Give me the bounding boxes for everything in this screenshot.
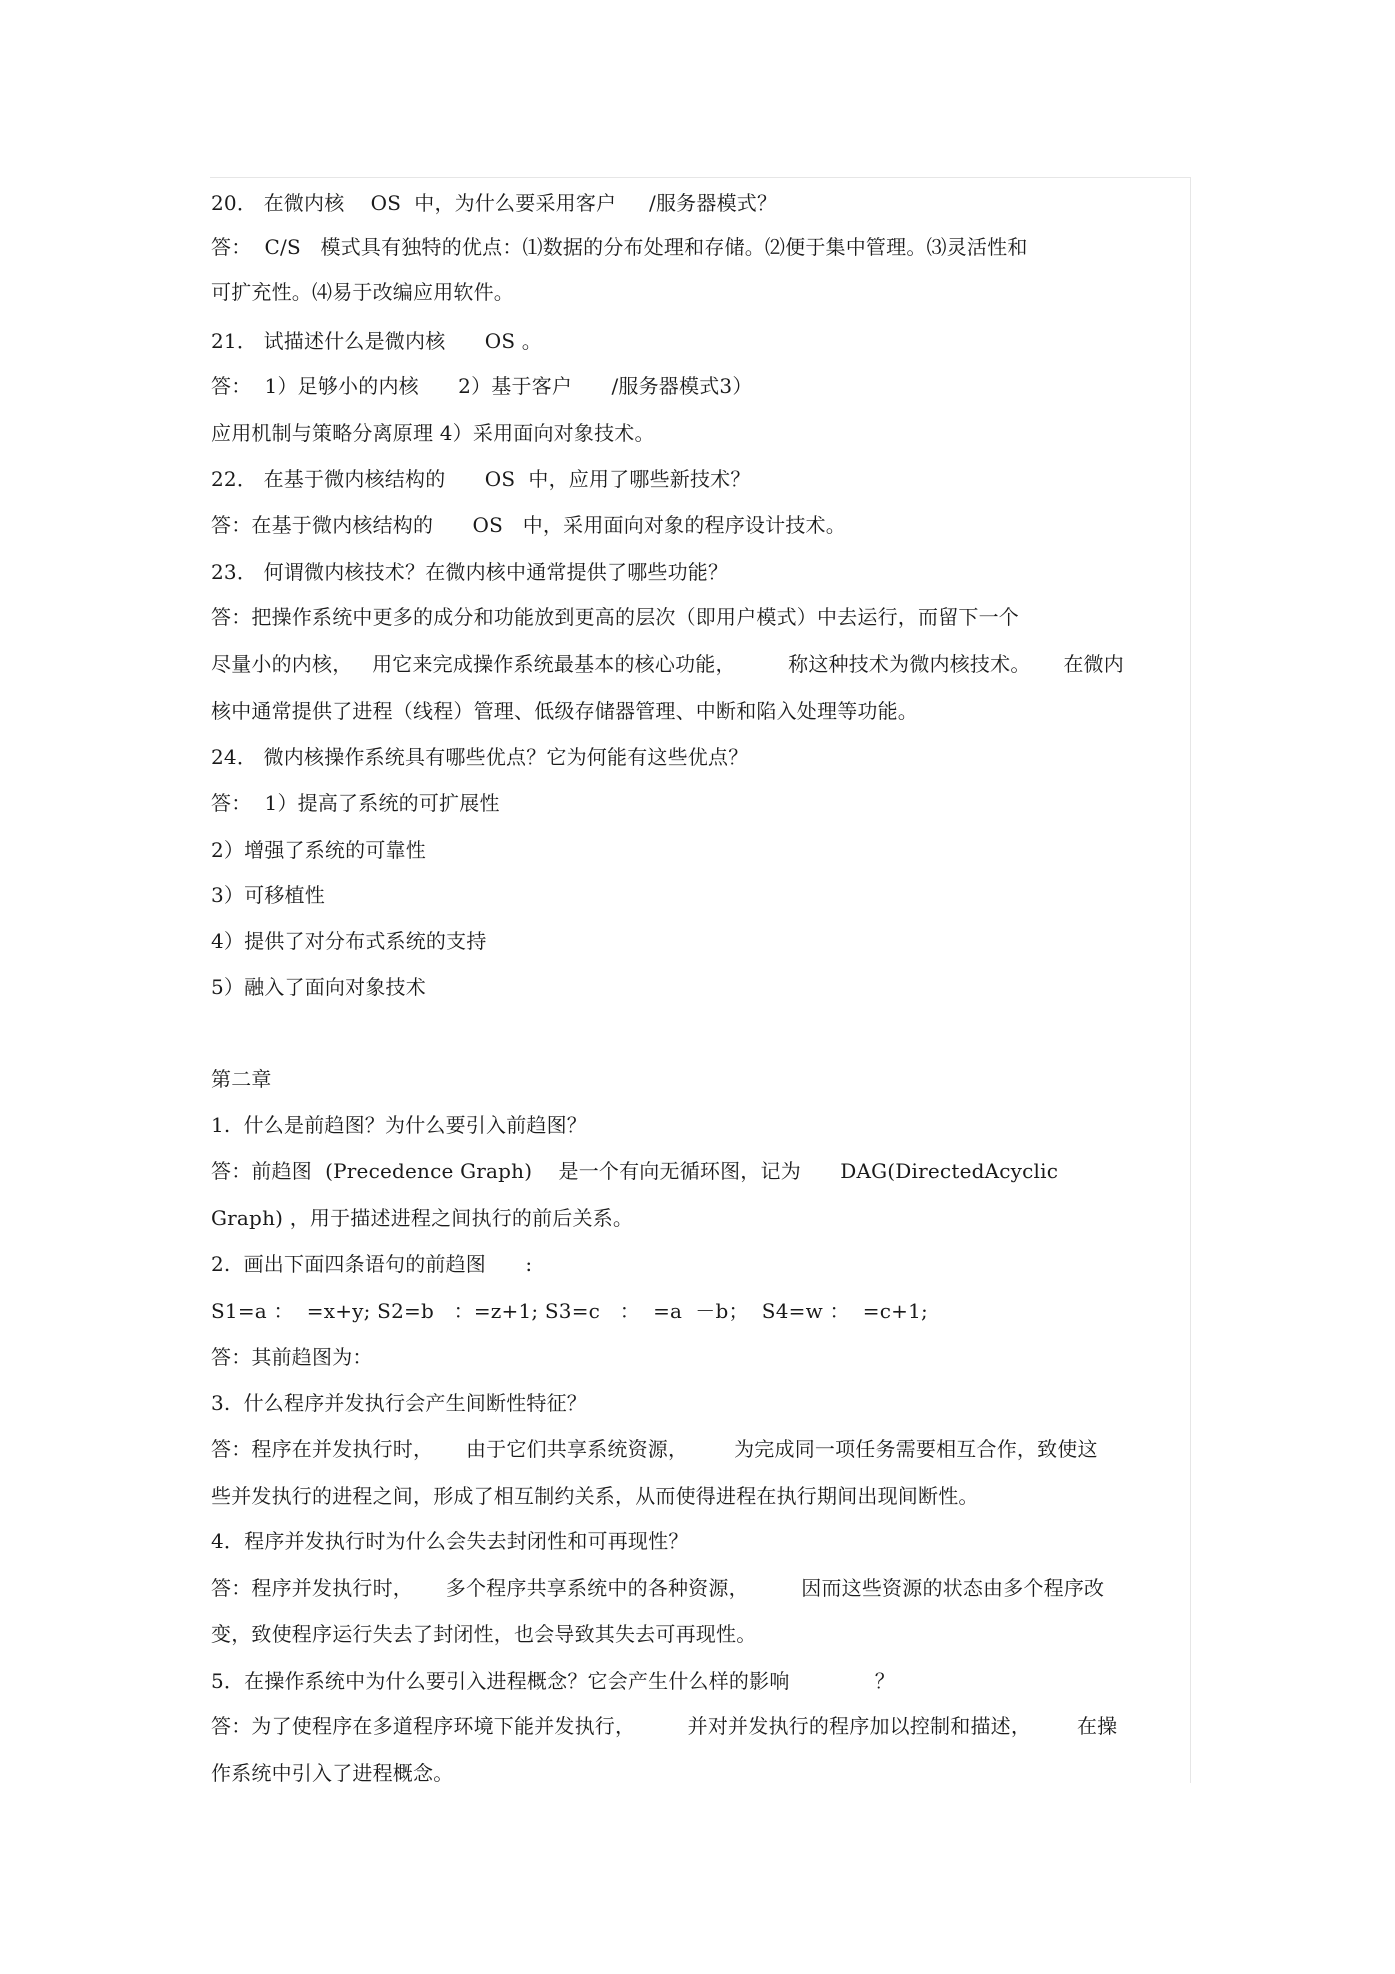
text-line: 21． 试描述什么是微内核 OS 。 [211,329,543,353]
text-line: 答：把操作系统中更多的成分和功能放到更高的层次（即用户模式）中去运行，而留下一个 [211,605,1019,629]
text-line: 可扩充性。⑷易于改编应用软件。 [211,280,514,304]
text-line: Graph) ，用于描述进程之间执行的前后关系。 [211,1206,634,1230]
text-line: 1. 什么是前趋图？为什么要引入前趋图？ [211,1113,587,1137]
text-line: 24． 微内核操作系统具有哪些优点？它为何能有这些优点？ [211,745,749,769]
text-line: 答：其前趋图为： [211,1345,373,1369]
text-line: 5）融入了面向对象技术 [211,975,426,999]
text-line: 3. 什么程序并发执行会产生间断性特征？ [211,1391,587,1415]
text-line: 答：程序在并发执行时， 由于它们共享系统资源， 为完成同一项任务需要相互合作，致使这 [211,1437,1098,1461]
text-line: 4）提供了对分布式系统的支持 [211,929,487,953]
text-line: 答： C/S 模式具有独特的优点：⑴数据的分布处理和存储。⑵便于集中管理。⑶灵活性和 [211,235,1028,259]
text-line: 答： 1）提高了系统的可扩展性 [211,791,500,815]
text-line: 答：在基于微内核结构的 OS 中，采用面向对象的程序设计技术。 [211,513,846,537]
text-line: 2. 画出下面四条语句的前趋图 : [211,1252,533,1276]
text-line: 答：前趋图 (Precedence Graph) 是一个有向无循环图，记为 DAG(DirectedAcyclic [211,1159,1059,1183]
text-line: S1=a ： =x+y; S2=b ：=z+1; S3=c ： =a －b； S4=w ： =c+1; [211,1299,928,1323]
text-line: 核中通常提供了进程（线程）管理、低级存储器管理、中断和陷入处理等功能。 [211,699,918,723]
text-line: 些并发执行的进程之间，形成了相互制约关系，从而使得进程在执行期间出现间断性。 [211,1484,979,1508]
text-line: 尽量小的内核， 用它来完成操作系统最基本的核心功能， 称这种技术为微内核技术。 在微内 [211,652,1124,676]
text-line: 第二章 [211,1067,272,1091]
text-line: 应用机制与策略分离原理 4）采用面向对象技术。 [211,421,655,445]
text-line: 5．在操作系统中为什么要引入进程概念？它会产生什么样的影响 ？ [211,1669,895,1693]
text-line: 答：为了使程序在多道程序环境下能并发执行， 并对并发执行的程序加以控制和描述， 在操 [211,1714,1118,1738]
text-line: 20． 在微内核 OS 中，为什么要采用客户 /服务器模式？ [211,191,778,215]
text-line: 答： 1）足够小的内核 2）基于客户 /服务器模式3） [211,374,753,398]
text-line: 23． 何谓微内核技术？在微内核中通常提供了哪些功能？ [211,560,729,584]
text-line: 作系统中引入了进程概念。 [211,1761,454,1785]
text-line: 3）可移植性 [211,883,325,907]
text-line: 4．程序并发执行时为什么会失去封闭性和可再现性？ [211,1529,689,1553]
text-line: 22． 在基于微内核结构的 OS 中，应用了哪些新技术？ [211,467,751,491]
text-line: 2）增强了系统的可靠性 [211,838,426,862]
text-line: 答：程序并发执行时， 多个程序共享系统中的各种资源， 因而这些资源的状态由多个程序改 [211,1576,1105,1600]
text-line: 变，致使程序运行失去了封闭性，也会导致其失去可再现性。 [211,1622,757,1646]
